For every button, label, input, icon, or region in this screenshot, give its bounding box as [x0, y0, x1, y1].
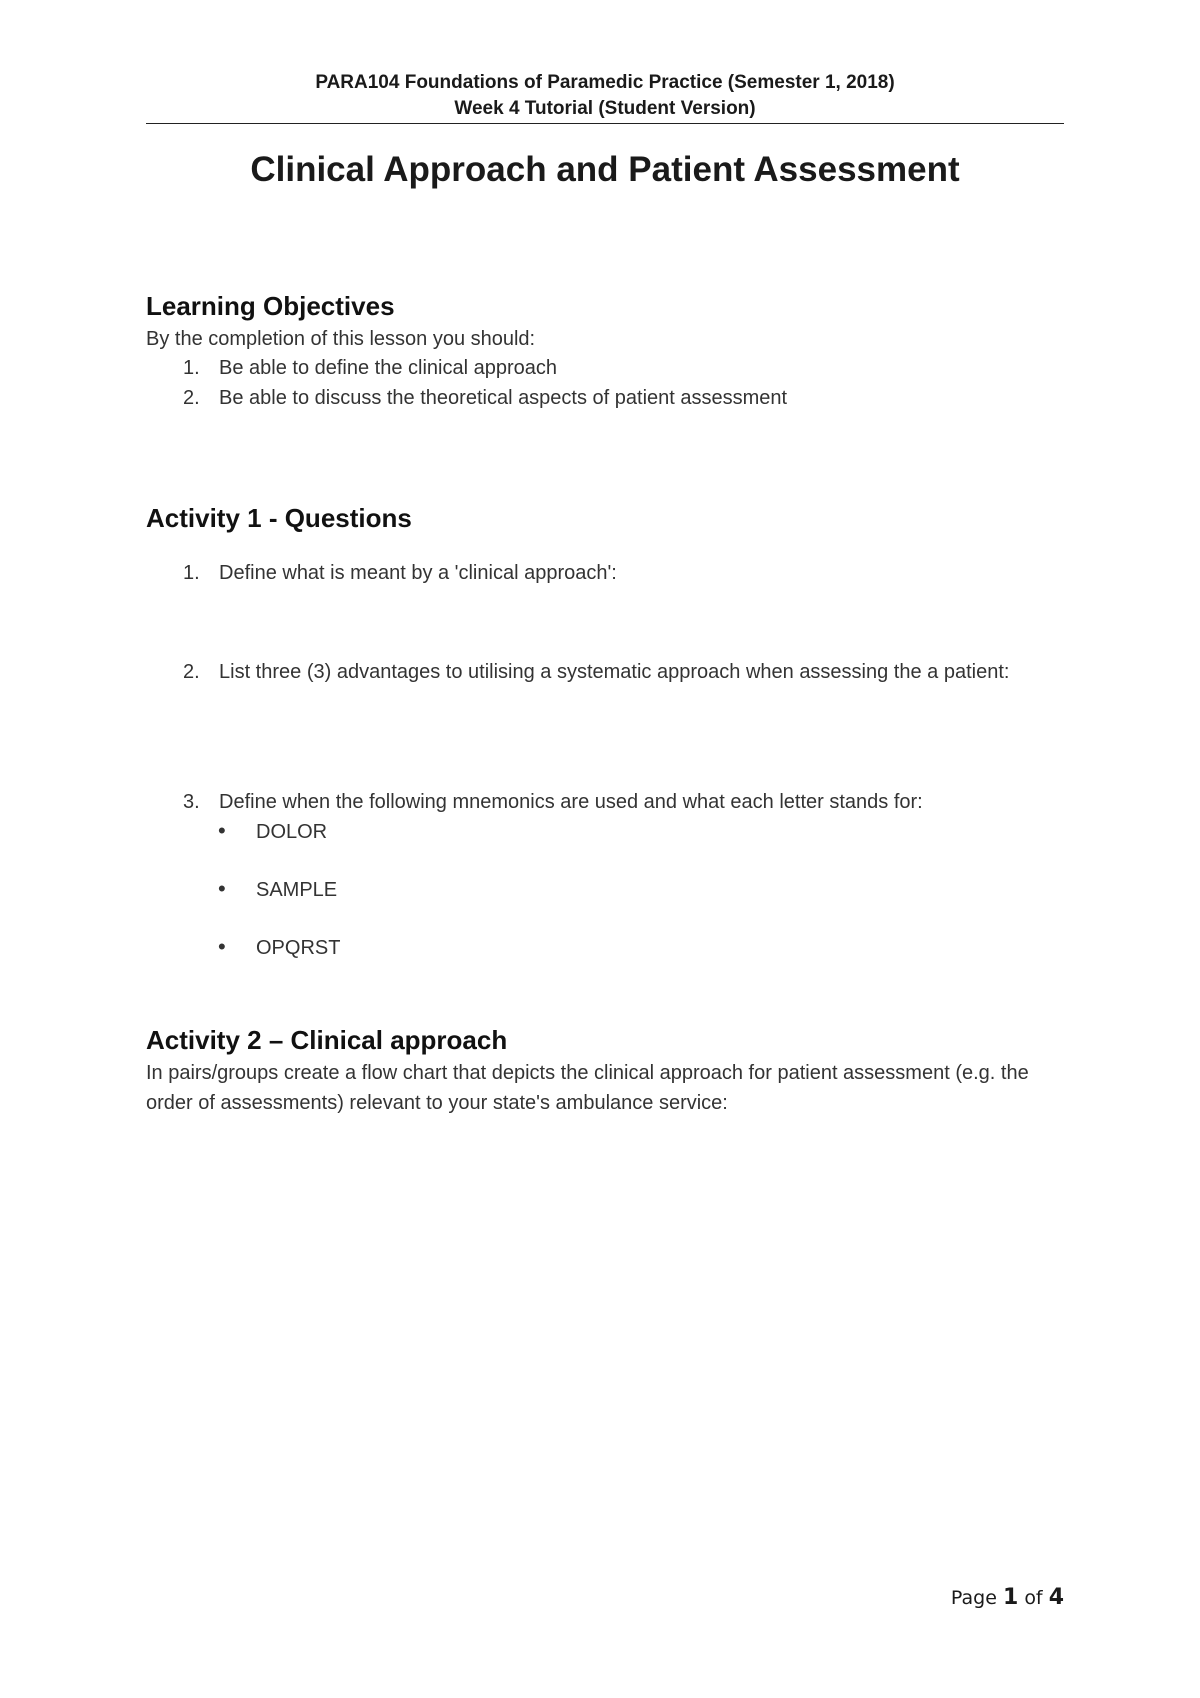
mnemonic-item	[218, 816, 327, 847]
bullet-icon: •	[218, 934, 226, 959]
question-number: 2.	[183, 661, 200, 683]
objective-text: Be able to discuss the theoretical aspects of patient assessment	[219, 387, 788, 409]
question-text: Define when the following mnemonics are used and what each letter stands for:	[219, 791, 923, 813]
question-text: List three (3) advantages to utilising a systematic approach when assessing the a patient:	[219, 661, 1010, 683]
objective-item	[183, 353, 1063, 383]
page-current: 1	[1002, 1585, 1019, 1610]
page-of-label: of	[1024, 1587, 1043, 1609]
header-week-line: Week 4 Tutorial (Student Version)	[454, 98, 756, 119]
question-text: Define what is meant by a 'clinical approach':	[219, 562, 617, 584]
question-item	[183, 558, 1063, 588]
objective-number: 1.	[183, 357, 200, 379]
mnemonic-label: DOLOR	[256, 821, 328, 843]
header-course-line: PARA104 Foundations of Paramedic Practice (Semester 1, 2018)	[315, 72, 895, 93]
mnemonic-item	[218, 874, 337, 905]
running-header	[146, 70, 1064, 122]
page-total: 4	[1048, 1585, 1064, 1610]
question-number: 3.	[183, 791, 200, 813]
page-number	[951, 1585, 1064, 1611]
mnemonic-label: SAMPLE	[256, 879, 338, 901]
mnemonic-item	[218, 932, 340, 963]
learning-objectives-intro: By the completion of this lesson you should:	[146, 328, 536, 350]
objective-item	[183, 383, 1063, 413]
mnemonic-label: OPQRST	[256, 937, 341, 959]
question-item	[183, 657, 1063, 687]
question-number: 1.	[183, 562, 200, 584]
page-title: Clinical Approach and Patient Assessment	[250, 150, 960, 189]
bullet-icon: •	[218, 818, 226, 843]
learning-objectives-heading: Learning Objectives	[146, 291, 395, 321]
objective-text: Be able to define the clinical approach	[219, 357, 558, 379]
activity1-heading: Activity 1 - Questions	[146, 503, 412, 533]
objective-number: 2.	[183, 387, 200, 409]
question-item	[183, 787, 1063, 817]
activity2-heading: Activity 2 – Clinical approach	[146, 1025, 508, 1055]
header-divider	[146, 123, 1064, 124]
bullet-icon: •	[218, 876, 226, 901]
page-label: Page	[950, 1587, 997, 1609]
activity2-instructions: In pairs/groups create a flow chart that depicts the clinical approach for patient assessment (e.g. the order of assessments) relevant to your state's ambulance service:	[146, 1062, 1029, 1114]
